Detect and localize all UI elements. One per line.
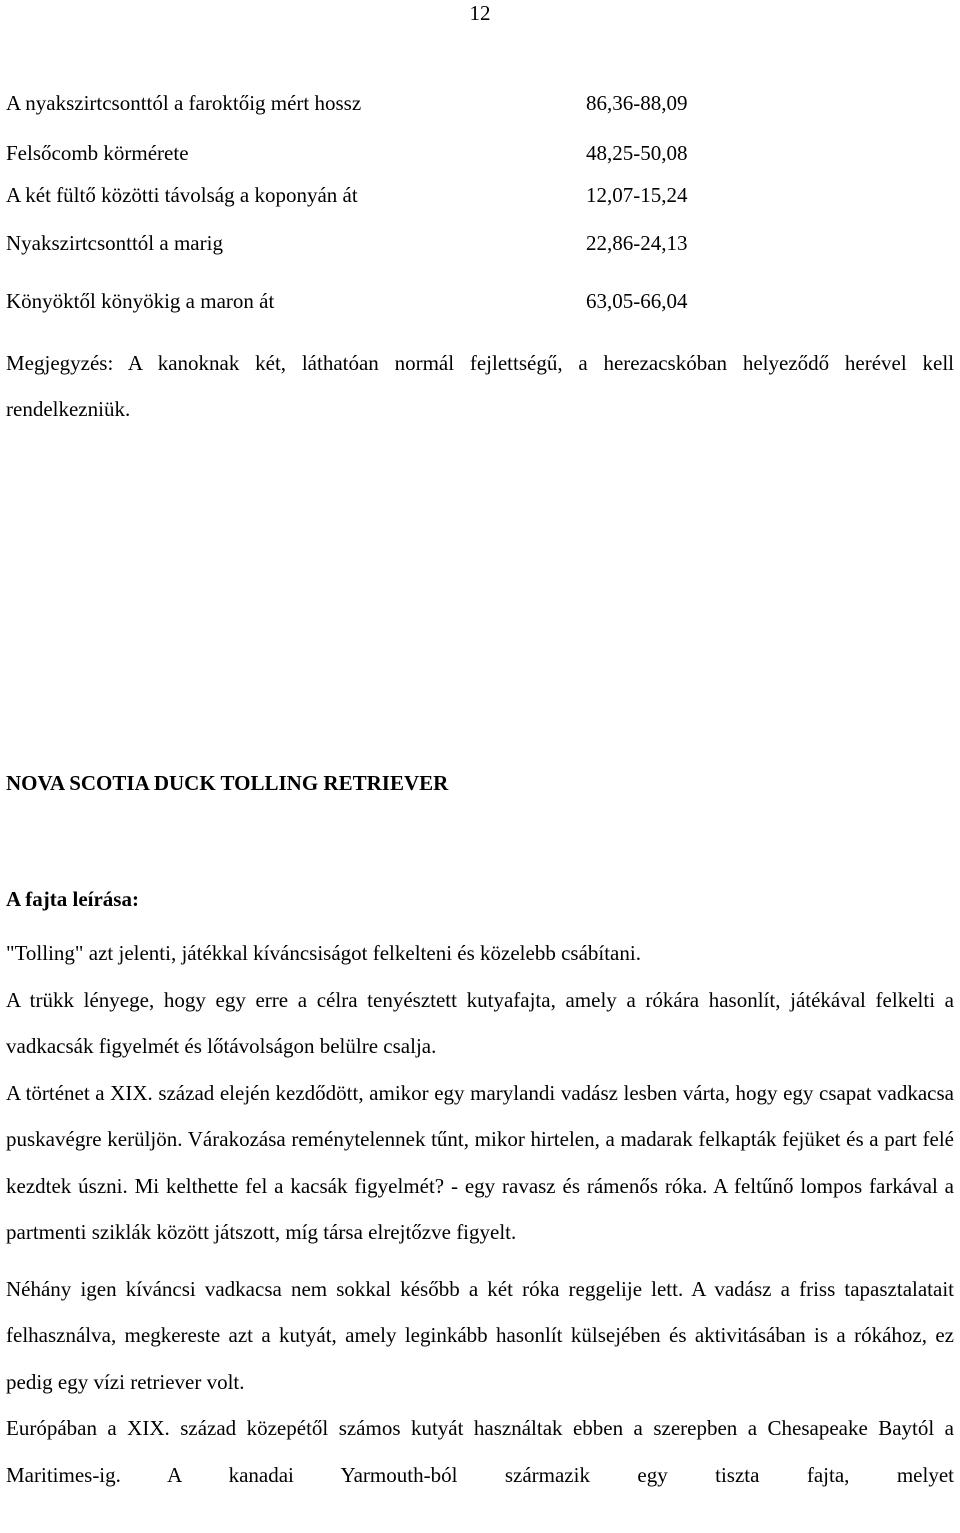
paragraph: Európában a XIX. század közepétől számos kutyát használtak ebben a szerepben a Chesapeake Baytól a Maritimes-ig. A kanadai Yarmouth-ból származik egy tiszta fajta, melyet <box>6 1416 954 1487</box>
measurement-label: Könyöktől könyökig a maron át <box>6 289 275 313</box>
measurement-value: 86,36-88,09 <box>586 91 688 115</box>
paragraph: "Tolling" azt jelenti, játékkal kíváncsiságot felkelteni és közelebb csábítani. <box>6 941 641 965</box>
measurement-label: A két fültő közötti távolság a koponyán át <box>6 183 358 207</box>
measurement-value: 22,86-24,13 <box>586 231 688 255</box>
measurement-label: Nyakszirtcsonttól a marig <box>6 231 223 255</box>
paragraph: A történet a XIX. század elején kezdődött, amikor egy marylandi vadász lesben várta, hogy egy csapat vadkacsa puskavégre kerüljön. Várakozása reménytelennek tűnt, mikor hirtelen, a madarak felkapták fejüket és a part felé kezdtek úszni. Mi kelthette fel a kacsák figyelmét? - egy ravasz és rámenős róka. A feltűnő lompos farkával a partmenti sziklák között játszott, míg társa elrejtőzve figyelt. <box>6 1080 954 1244</box>
breed-title: NOVA SCOTIA DUCK TOLLING RETRIEVER <box>6 771 449 795</box>
measurement-value: 48,25-50,08 <box>586 141 688 165</box>
measurement-row <box>6 88 946 118</box>
measurement-row <box>6 286 946 316</box>
page-number: 12 <box>469 1 491 25</box>
measurement-label: A nyakszirtcsonttól a faroktőig mért hossz <box>6 91 362 115</box>
measurement-value: 12,07-15,24 <box>586 183 688 207</box>
paragraph: Néhány igen kíváncsi vadkacsa nem sokkal később a két róka reggelije lett. A vadász a friss tapasztalatait felhasználva, megkereste azt a kutyát, amely leginkább hasonlít külsejében és aktivitásában is a rókához, ez pedig egy vízi retriever volt. <box>6 1276 954 1394</box>
paragraph: A trükk lényege, hogy egy erre a célra tenyésztett kutyafajta, amely a rókára hasonlít, játékával felkelti a vadkacsák figyelmét és lőtávolságon belülre csalja. <box>6 987 954 1058</box>
measurement-value: 63,05-66,04 <box>586 289 688 313</box>
measurement-row <box>6 138 946 168</box>
section-heading: A fajta leírása: <box>6 887 139 911</box>
male-note: Megjegyzés: A kanoknak két, láthatóan normál fejlettségű, a herezacskóban helyeződő herével kell rendelkezniük. <box>6 351 954 421</box>
breed-description <box>6 930 954 1498</box>
measurement-row <box>6 180 946 210</box>
measurement-label: Felsőcomb körmérete <box>6 141 189 165</box>
measurement-row <box>6 228 946 258</box>
